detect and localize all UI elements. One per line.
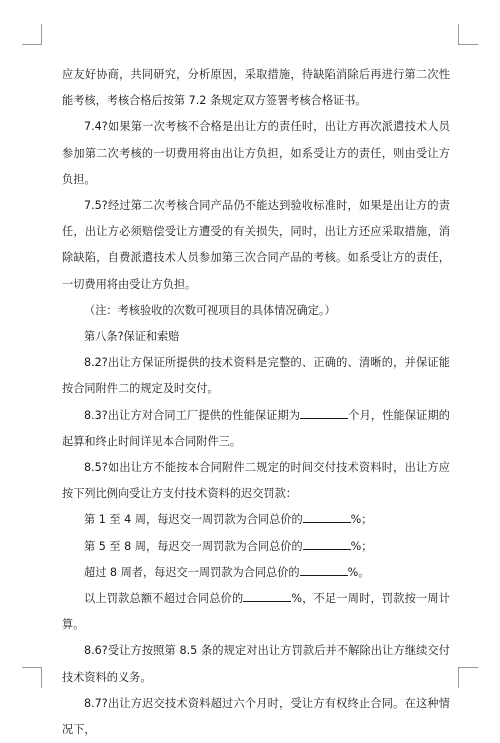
penalty-over-8-weeks-before: 超过 8 周者，每迟交一周罚款为合同总价的 bbox=[84, 565, 300, 579]
fill-in-blank[interactable] bbox=[300, 564, 348, 576]
paragraph-8-2: 8.2?出让方保证所提供的技术资料是完整的、正确的、清晰的，并保证能按合同附件二的规定及时交付。 bbox=[62, 356, 450, 396]
penalty-cap-before: 以上罚款总额不超过合同总价的 bbox=[84, 592, 244, 606]
paragraph-8-3-before: 8.3?出让方对合同工厂提供的性能保证期为 bbox=[84, 408, 301, 422]
paragraph-7-4: 7.4?如果第一次考核不合格是出让方的责任时，出让方再次派遣技术人员参加第二次考核的一切费用将由出让方负担，如系受让方的责任，则由受让方负担。 bbox=[62, 120, 450, 186]
penalty-weeks-5-8-before: 第 5 至 8 周，每迟交一周罚款为合同总价的 bbox=[84, 539, 303, 553]
penalty-over-8-weeks bbox=[62, 560, 450, 586]
penalty-cap bbox=[62, 586, 450, 638]
paragraph-8-7: 8.7?出让方迟交技术资料超过六个月时，受让方有权终止合同。在这种情况下， bbox=[62, 696, 450, 737]
penalty-over-8-weeks-after: %。 bbox=[347, 565, 370, 579]
penalty-cap-after: %，不足一周时，罚款按一周计算。 bbox=[62, 592, 450, 632]
fill-in-blank[interactable] bbox=[300, 407, 348, 419]
paragraph-8-3-after: 个月，性能保证期的起算和终止时间详见本合同附件三。 bbox=[62, 408, 450, 448]
penalty-weeks-5-8 bbox=[62, 534, 450, 560]
crop-mark-top-left-v bbox=[41, 24, 42, 45]
paragraph-7-5: 7.5?经过第二次考核合同产品仍不能达到验收标准时，如果是出让方的责任，出让方必须赔偿受让方遭受的有关损失，同时，出让方还应采取措施，消除缺陷，自费派遣技术人员参加第三次合同产品的考核。如系受让方的责任，一切费用将由受让方负担。 bbox=[62, 199, 450, 291]
document-body bbox=[62, 62, 450, 743]
crop-mark-bottom-left-v bbox=[41, 667, 42, 688]
crop-mark-top-right-v bbox=[458, 24, 459, 45]
penalty-weeks-5-8-after: %； bbox=[350, 539, 373, 553]
paragraph-note: （注：考核验收的次数可视项目的具体情况确定。） bbox=[84, 303, 336, 317]
crop-mark-bottom-left-h bbox=[22, 667, 42, 668]
paragraph-8-5: 8.5?如出让方不能按本合同附件二规定的时间交付技术资料时，出让方应按下列比例向受让方支付技术资料的迟交罚款： bbox=[62, 461, 450, 501]
paragraph-8-3 bbox=[62, 403, 450, 455]
paragraph-8-6: 8.6?受让方按照第 8.5 条的规定对出让方罚款后并不解除出让方继续交付技术资料的义务。 bbox=[62, 644, 450, 684]
fill-in-blank[interactable] bbox=[303, 511, 351, 523]
crop-mark-bottom-right-v bbox=[458, 667, 459, 688]
penalty-weeks-1-4-before: 第 1 至 4 周，每迟交一周罚款为合同总价的 bbox=[84, 513, 303, 527]
crop-mark-bottom-right-h bbox=[458, 667, 478, 668]
article-8-heading: 第八条?保证和索赔 bbox=[84, 330, 180, 344]
penalty-weeks-1-4-after: %； bbox=[350, 513, 373, 527]
paragraph-7-3-continued: 应友好协商，共同研究，分析原因，采取措施，待缺陷消除后再进行第二次性能考核，考核合格后按第 7.2 条规定双方签署考核合格证书。 bbox=[62, 68, 450, 108]
fill-in-blank[interactable] bbox=[303, 538, 351, 550]
penalty-weeks-1-4 bbox=[62, 507, 450, 533]
crop-mark-top-right-h bbox=[458, 44, 478, 45]
fill-in-blank[interactable] bbox=[243, 590, 291, 602]
crop-mark-top-left-h bbox=[22, 44, 42, 45]
